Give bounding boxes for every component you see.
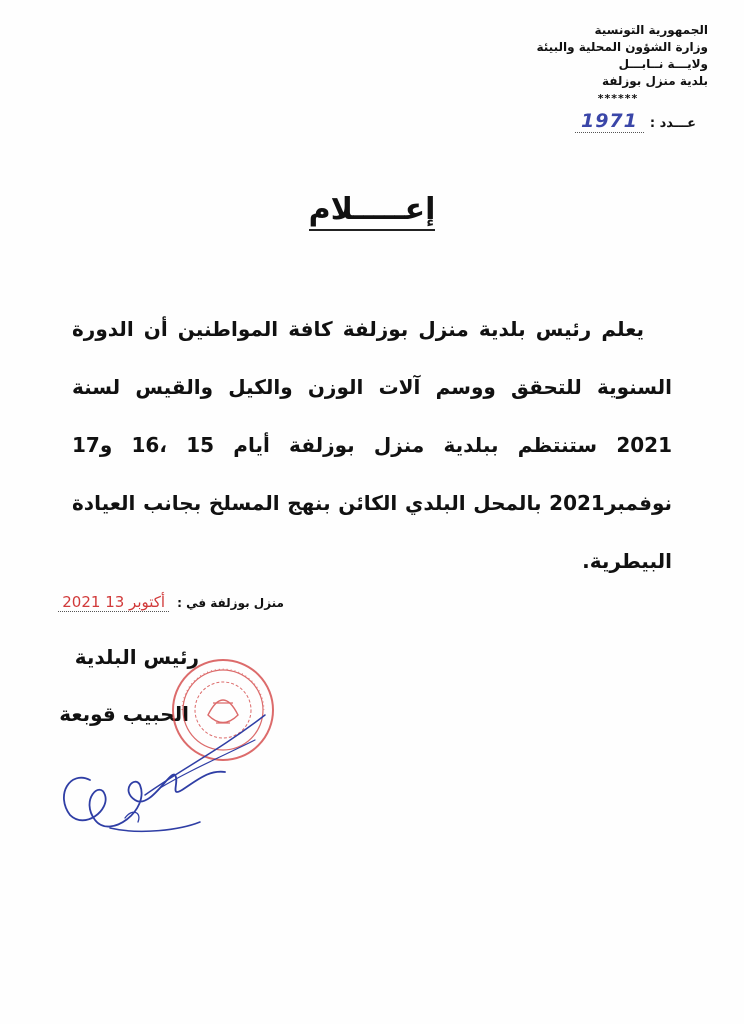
letterhead-municipality: بلدية منزل بوزلفة xyxy=(601,74,708,88)
announcement-body xyxy=(72,300,672,590)
letterhead xyxy=(448,22,708,107)
letterhead-governorate: ولايـــة نــابـــل xyxy=(618,57,708,71)
announcement-paragraph: يعلم رئيس بلدية منزل بوزلفة كافة المواطنين أن الدورة السنوية للتحقق ووسم آلات الوزن والكيل والقيس لسنة 2021 ستنتظم ببلدية منزل بوزلفة أيام 15 ،16 و17 نوفمبر2021 بالمحل البلدي الكائن بنهج المسلخ بجانب العيادة البيطرية. xyxy=(72,317,672,573)
letterhead-stars: ****** xyxy=(597,92,639,105)
page-title-text: إعـــــلام xyxy=(309,192,436,231)
page-title xyxy=(0,192,744,231)
letterhead-ministry: وزارة الشؤون المحلية والبيئة xyxy=(536,40,708,54)
reference-number xyxy=(575,110,696,133)
handwritten-signature-icon xyxy=(50,700,280,860)
letterhead-country: الجمهورية التونسية xyxy=(594,23,708,37)
reference-number-label: عـــدد : xyxy=(649,116,696,131)
date-stamp: 2021 أكتوبر 13 xyxy=(58,593,169,612)
place-date xyxy=(58,593,284,612)
signatory-name: الحبيب قوبعة xyxy=(59,702,189,726)
place-label: منزل بوزلفة في : xyxy=(177,595,284,610)
signatory-title: رئيس البلدية xyxy=(74,645,199,669)
reference-number-value: 1971 xyxy=(575,110,644,133)
